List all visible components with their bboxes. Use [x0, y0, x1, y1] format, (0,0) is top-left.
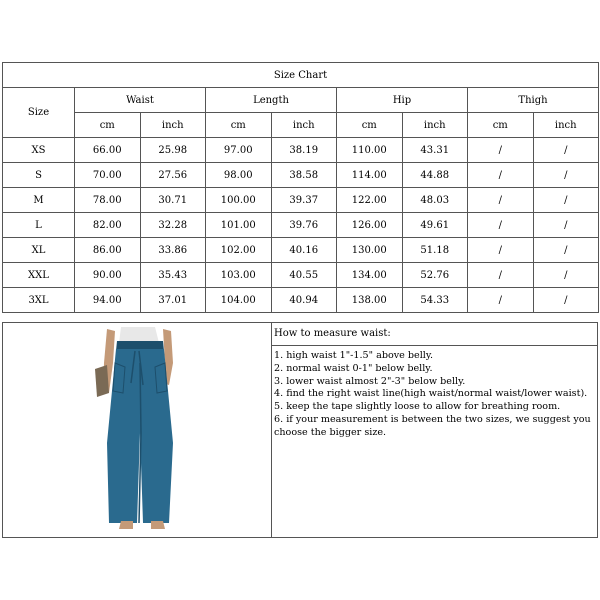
unit-header: inch: [533, 113, 599, 138]
measurement-cell: /: [468, 213, 534, 238]
measurement-cell: 49.61: [402, 213, 468, 238]
size-label: XXL: [3, 263, 75, 288]
unit-header: cm: [206, 113, 272, 138]
measurement-cell: /: [468, 238, 534, 263]
unit-header: cm: [75, 113, 141, 138]
size-row-xxl: [3, 263, 599, 288]
product-photo: [3, 323, 272, 537]
measurement-cell: 48.03: [402, 188, 468, 213]
measurement-cell: /: [533, 188, 599, 213]
size-label: XS: [3, 138, 75, 163]
size-row-m: [3, 188, 599, 213]
size-label: S: [3, 163, 75, 188]
measurement-cell: 134.00: [337, 263, 403, 288]
thigh-header: Thigh: [468, 88, 599, 113]
measurement-cell: /: [533, 138, 599, 163]
measurement-cell: /: [533, 263, 599, 288]
measure-step: 5. keep the tape slightly loose to allow for breathing room.: [274, 401, 561, 413]
measurement-cell: 70.00: [75, 163, 141, 188]
measurement-cell: 27.56: [140, 163, 206, 188]
measurement-cell: 30.71: [140, 188, 206, 213]
measurement-cell: 130.00: [337, 238, 403, 263]
measurement-cell: 82.00: [75, 213, 141, 238]
measurement-cell: /: [468, 263, 534, 288]
measurement-cell: /: [468, 163, 534, 188]
measurement-cell: 33.86: [140, 238, 206, 263]
size-row-xs: [3, 138, 599, 163]
measurement-cell: /: [468, 188, 534, 213]
measurement-cell: 94.00: [75, 288, 141, 313]
measurement-cell: 40.16: [271, 238, 337, 263]
wide-leg-pants-image: [3, 323, 271, 537]
size-label: 3XL: [3, 288, 75, 313]
measure-step: 2. normal waist 0-1" below belly.: [274, 362, 433, 374]
waist-header: Waist: [75, 88, 206, 113]
measurement-cell: 78.00: [75, 188, 141, 213]
unit-header: cm: [468, 113, 534, 138]
measurement-cell: 110.00: [337, 138, 403, 163]
measurement-cell: 66.00: [75, 138, 141, 163]
size-row-l: [3, 213, 599, 238]
measurement-cell: 38.19: [271, 138, 337, 163]
measurement-cell: 102.00: [206, 238, 272, 263]
hip-header: Hip: [337, 88, 468, 113]
measurement-cell: 86.00: [75, 238, 141, 263]
measurement-cell: 103.00: [206, 263, 272, 288]
how-to-measure-title: How to measure waist:: [272, 323, 597, 346]
how-to-measure-section: [272, 323, 597, 537]
measurement-cell: 97.00: [206, 138, 272, 163]
measurement-cell: 40.55: [271, 263, 337, 288]
measure-step: 1. high waist 1"-1.5" above belly.: [274, 350, 434, 361]
size-label: L: [3, 213, 75, 238]
measurement-cell: 54.33: [402, 288, 468, 313]
size-row-xl: [3, 238, 599, 263]
measure-steps: [272, 346, 597, 440]
measurement-cell: 43.31: [402, 138, 468, 163]
measurement-cell: 38.58: [271, 163, 337, 188]
unit-header: inch: [140, 113, 206, 138]
measurement-cell: 138.00: [337, 288, 403, 313]
measurement-cell: 51.18: [402, 238, 468, 263]
measurement-cell: 44.88: [402, 163, 468, 188]
measure-step: 4. find the right waist line(high waist/normal waist/lower waist).: [274, 388, 588, 400]
measurement-cell: 104.00: [206, 288, 272, 313]
measurement-cell: 39.37: [271, 188, 337, 213]
measurement-cell: /: [533, 238, 599, 263]
size-label: XL: [3, 238, 75, 263]
measurement-cell: /: [533, 163, 599, 188]
measurement-cell: /: [468, 138, 534, 163]
unit-header: inch: [402, 113, 468, 138]
unit-header: cm: [337, 113, 403, 138]
size-row-s: [3, 163, 599, 188]
measurement-cell: 40.94: [271, 288, 337, 313]
measurement-cell: /: [468, 288, 534, 313]
measurement-cell: 114.00: [337, 163, 403, 188]
measurement-cell: /: [533, 288, 599, 313]
size-chart-table: [2, 62, 599, 313]
measurement-cell: 100.00: [206, 188, 272, 213]
measurement-cell: 101.00: [206, 213, 272, 238]
measurement-cell: 35.43: [140, 263, 206, 288]
measurement-cell: 98.00: [206, 163, 272, 188]
size-row-3xl: [3, 288, 599, 313]
length-header: Length: [206, 88, 337, 113]
unit-header: inch: [271, 113, 337, 138]
measurement-cell: 52.76: [402, 263, 468, 288]
measurement-cell: 39.76: [271, 213, 337, 238]
measure-panel: [2, 322, 598, 538]
measurement-cell: 32.28: [140, 213, 206, 238]
measurement-cell: /: [533, 213, 599, 238]
measurement-cell: 25.98: [140, 138, 206, 163]
chart-title: Size Chart: [3, 63, 599, 88]
measurement-cell: 90.00: [75, 263, 141, 288]
measurement-cell: 122.00: [337, 188, 403, 213]
measurement-cell: 37.01: [140, 288, 206, 313]
measure-step: 6. if your measurement is between the two sizes, we suggest you choose the bigger size.: [274, 413, 591, 438]
size-label: M: [3, 188, 75, 213]
size-column-header: Size: [3, 88, 75, 138]
measurement-cell: 126.00: [337, 213, 403, 238]
measure-step: 3. lower waist almost 2"-3" below belly.: [274, 375, 466, 387]
size-rows: [3, 138, 599, 313]
